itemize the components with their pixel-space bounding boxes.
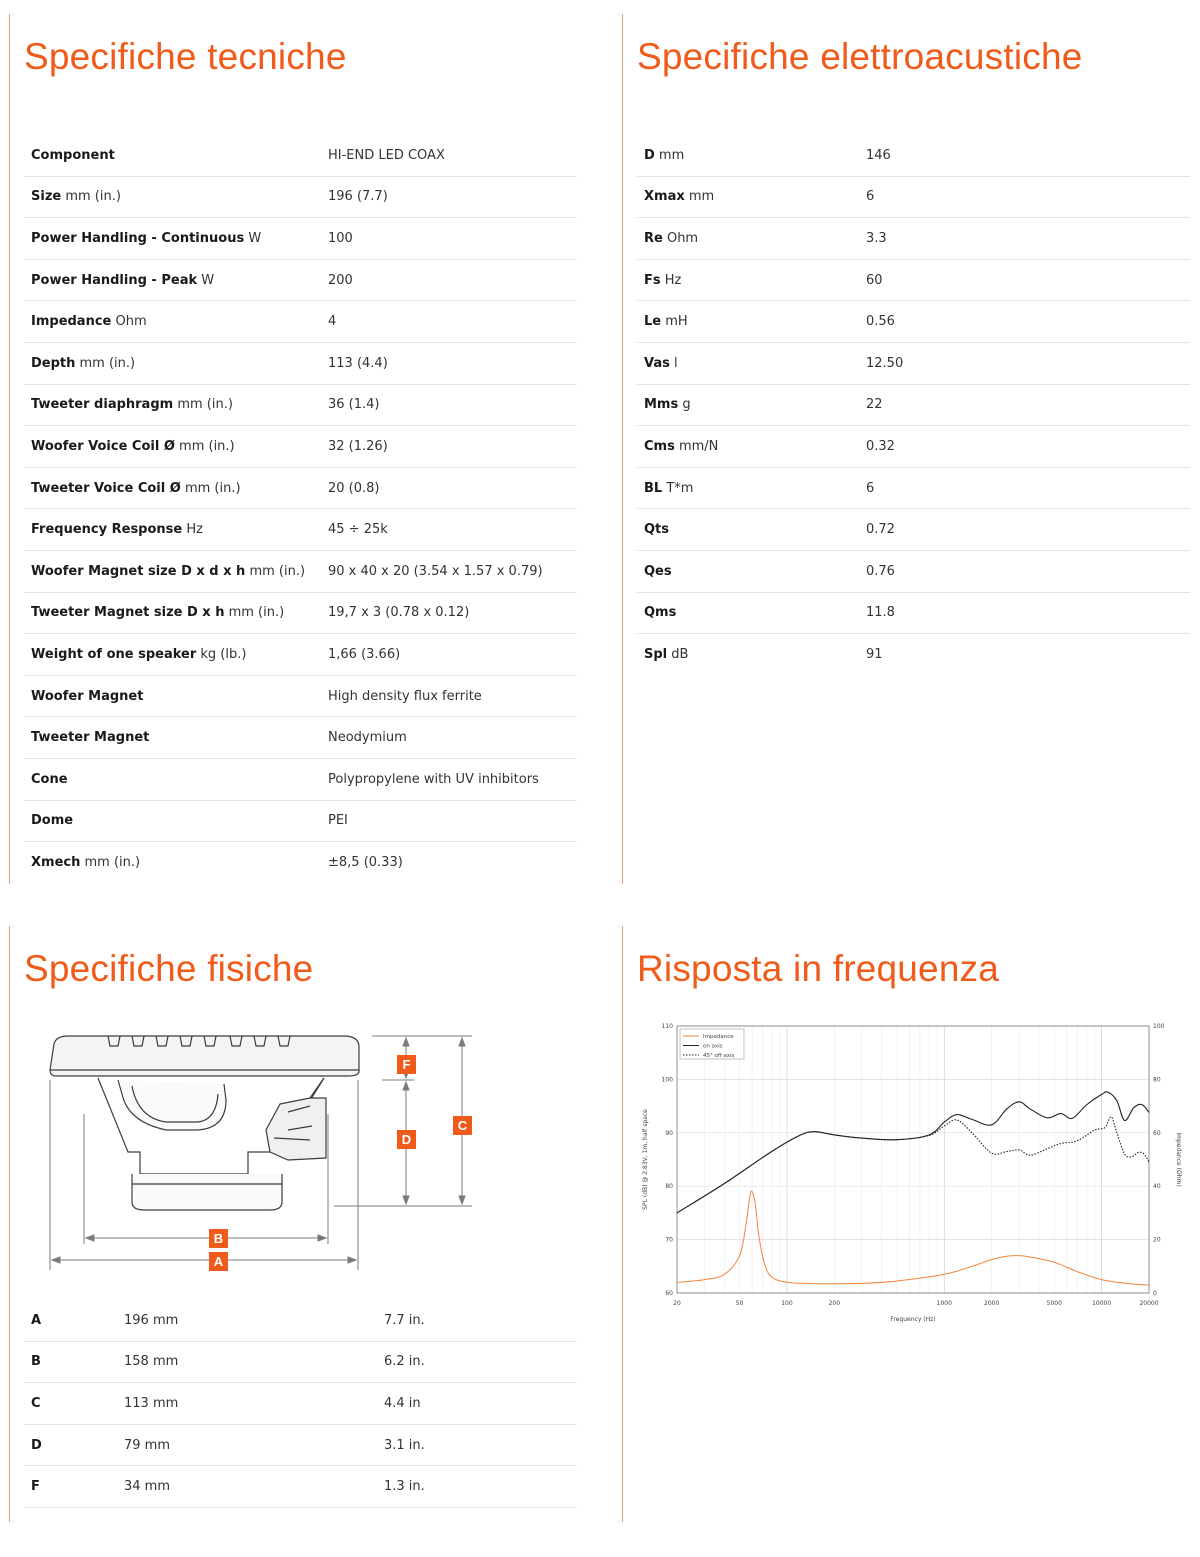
tech-spec-value: 113 (4.4) bbox=[321, 342, 577, 384]
electro-spec-unit: T*m bbox=[662, 480, 694, 496]
electro-spec-label-cell bbox=[637, 384, 859, 426]
x-tick-label: 5000 bbox=[1046, 1300, 1062, 1307]
x-tick-label: 200 bbox=[828, 1300, 841, 1307]
tech-spec-value: Neodymium bbox=[321, 717, 577, 759]
tech-spec-label-cell bbox=[24, 342, 321, 384]
electro-spec-value: 0.72 bbox=[859, 509, 1190, 551]
tech-spec-label-cell bbox=[24, 758, 321, 800]
tech-spec-label: Frequency Response bbox=[31, 522, 183, 538]
tech-spec-unit: mm (in.) bbox=[224, 605, 285, 621]
tech-spec-row bbox=[24, 467, 577, 509]
electro-spec-label: Qes bbox=[644, 563, 672, 579]
electro-spec-label: D bbox=[644, 147, 655, 163]
legend-label: Impedance bbox=[703, 1034, 734, 1040]
electro-spec-label-cell bbox=[637, 259, 859, 301]
electro-spec-label: Re bbox=[644, 230, 663, 246]
tech-spec-value: HI-END LED COAX bbox=[321, 135, 577, 176]
tech-spec-row bbox=[24, 550, 577, 592]
electro-spec-unit: Hz bbox=[660, 272, 682, 288]
electro-spec-unit: mm bbox=[684, 189, 715, 205]
tech-spec-label: Weight of one speaker bbox=[31, 646, 197, 662]
electro-spec-label: Cms bbox=[644, 438, 675, 454]
tech-spec-row bbox=[24, 592, 577, 634]
tech-spec-label: Tweeter diaphragm bbox=[31, 397, 174, 413]
electro-spec-label-cell bbox=[637, 135, 859, 176]
electro-spec-value: 12.50 bbox=[859, 342, 1190, 384]
tech-spec-row bbox=[24, 176, 577, 218]
dimension-inches: 3.1 in. bbox=[377, 1424, 577, 1466]
electro-spec-row bbox=[637, 342, 1190, 384]
tech-spec-label: Power Handling - Continuous bbox=[31, 230, 245, 246]
electro-spec-label: BL bbox=[644, 480, 663, 496]
frequency-response-panel bbox=[622, 926, 1200, 1522]
electro-spec-label-cell bbox=[637, 550, 859, 592]
tech-spec-label-cell bbox=[24, 800, 321, 842]
electro-spec-value: 22 bbox=[859, 384, 1190, 426]
tech-spec-value: PEI bbox=[321, 800, 577, 842]
tech-spec-unit: Hz bbox=[182, 522, 203, 538]
dimension-row bbox=[24, 1341, 577, 1383]
tech-spec-label: Component bbox=[31, 147, 115, 163]
electro-spec-value: 11.8 bbox=[859, 592, 1190, 634]
dimension-badge-d: D bbox=[397, 1130, 416, 1149]
y2-tick-label: 100 bbox=[1153, 1023, 1165, 1030]
electro-spec-row bbox=[637, 176, 1190, 218]
dimension-inches: 7.7 in. bbox=[377, 1300, 577, 1341]
tech-spec-label-cell bbox=[24, 467, 321, 509]
x-tick-label: 100 bbox=[781, 1300, 793, 1307]
electroacoustic-specs-table bbox=[637, 135, 1190, 675]
electro-spec-label: Xmax bbox=[644, 189, 685, 205]
electro-spec-row bbox=[637, 218, 1190, 260]
electro-spec-unit: mm/N bbox=[674, 438, 719, 454]
tech-spec-value: 90 x 40 x 20 (3.54 x 1.57 x 0.79) bbox=[321, 550, 577, 592]
electro-spec-unit: mm bbox=[654, 147, 685, 163]
dimension-letter-cell bbox=[24, 1300, 117, 1341]
tech-spec-label: Size bbox=[31, 189, 62, 205]
electro-spec-label: Le bbox=[644, 314, 662, 330]
electro-spec-value: 146 bbox=[859, 135, 1190, 176]
dimension-badge-a: A bbox=[209, 1252, 228, 1271]
y-tick-label: 100 bbox=[661, 1076, 673, 1084]
x-axis-label: Frequency (Hz) bbox=[890, 1316, 936, 1323]
dimension-letter-cell bbox=[24, 1341, 117, 1383]
dimension-row bbox=[24, 1424, 577, 1466]
tech-spec-label-cell bbox=[24, 634, 321, 676]
y2-tick-label: 0 bbox=[1153, 1290, 1157, 1297]
dimension-letter-cell bbox=[24, 1466, 117, 1508]
electro-spec-unit: Ohm bbox=[662, 230, 699, 246]
electroacoustic-specs-panel bbox=[622, 14, 1200, 884]
dimension-letter: D bbox=[31, 1437, 42, 1453]
electro-spec-value: 60 bbox=[859, 259, 1190, 301]
dimension-inches: 1.3 in. bbox=[377, 1466, 577, 1508]
series-line-0 bbox=[677, 1191, 1149, 1285]
electro-spec-label: Fs bbox=[644, 272, 661, 288]
electro-spec-value: 0.76 bbox=[859, 550, 1190, 592]
tech-spec-value: 100 bbox=[321, 218, 577, 260]
x-tick-label: 10000 bbox=[1092, 1300, 1112, 1307]
tech-spec-label-cell bbox=[24, 509, 321, 551]
tech-spec-unit: kg (lb.) bbox=[196, 646, 247, 662]
tech-spec-value: High density flux ferrite bbox=[321, 675, 577, 717]
tech-spec-row bbox=[24, 342, 577, 384]
electro-spec-label: Qts bbox=[644, 522, 670, 538]
electro-spec-row bbox=[637, 550, 1190, 592]
tech-spec-unit: mm (in.) bbox=[173, 397, 233, 413]
y2-tick-label: 80 bbox=[1153, 1076, 1161, 1084]
tech-spec-label-cell bbox=[24, 218, 321, 260]
electro-spec-label: Qms bbox=[644, 605, 677, 621]
dimension-letter-cell bbox=[24, 1383, 117, 1425]
tech-spec-value: Polypropylene with UV inhibitors bbox=[321, 758, 577, 800]
tech-spec-value: 45 ÷ 25k bbox=[321, 509, 577, 551]
electro-spec-label-cell bbox=[637, 467, 859, 509]
electro-spec-unit: g bbox=[678, 397, 691, 413]
tech-spec-value: 19,7 x 3 (0.78 x 0.12) bbox=[321, 592, 577, 634]
y2-tick-label: 60 bbox=[1153, 1129, 1161, 1137]
tech-spec-row bbox=[24, 675, 577, 717]
tech-spec-row bbox=[24, 135, 577, 176]
tech-spec-label-cell bbox=[24, 384, 321, 426]
dimension-inches: 4.4 in bbox=[377, 1383, 577, 1425]
dimension-row bbox=[24, 1300, 577, 1341]
electro-spec-row bbox=[637, 135, 1190, 176]
technical-specs-title: Specifiche tecniche bbox=[24, 36, 347, 77]
y-tick-label: 80 bbox=[665, 1183, 673, 1191]
tech-spec-row bbox=[24, 384, 577, 426]
y-tick-label: 110 bbox=[661, 1023, 673, 1030]
dimension-row bbox=[24, 1466, 577, 1508]
speaker-side-view-svg bbox=[48, 1034, 488, 1274]
electro-spec-unit: mH bbox=[661, 314, 688, 330]
x-tick-label: 20000 bbox=[1139, 1300, 1159, 1307]
tech-spec-row bbox=[24, 634, 577, 676]
dimension-mm: 34 mm bbox=[117, 1466, 377, 1508]
y-tick-label: 70 bbox=[665, 1236, 673, 1244]
legend-label: 45° off axis bbox=[703, 1053, 735, 1059]
tech-spec-row bbox=[24, 301, 577, 343]
tech-spec-row bbox=[24, 426, 577, 468]
dimension-row bbox=[24, 1383, 577, 1425]
tech-spec-unit: mm (in.) bbox=[245, 563, 306, 579]
electro-spec-label-cell bbox=[637, 342, 859, 384]
frequency-response-title: Risposta in frequenza bbox=[637, 948, 1000, 989]
tech-spec-value: 200 bbox=[321, 259, 577, 301]
electro-spec-value: 6 bbox=[859, 467, 1190, 509]
tech-spec-label-cell bbox=[24, 717, 321, 759]
tech-spec-label-cell bbox=[24, 842, 321, 883]
frequency-response-chart bbox=[633, 1018, 1193, 1328]
tech-spec-label-cell bbox=[24, 135, 321, 176]
dimension-mm: 79 mm bbox=[117, 1424, 377, 1466]
tech-spec-unit: mm (in.) bbox=[180, 480, 241, 496]
dimension-letter-cell bbox=[24, 1424, 117, 1466]
dimension-mm: 196 mm bbox=[117, 1300, 377, 1341]
y2-tick-label: 40 bbox=[1153, 1183, 1161, 1191]
tech-spec-label-cell bbox=[24, 426, 321, 468]
electro-spec-row bbox=[637, 259, 1190, 301]
tech-spec-label: Cone bbox=[31, 771, 68, 787]
speaker-dimension-drawing bbox=[48, 1034, 488, 1274]
electro-spec-row bbox=[637, 301, 1190, 343]
tech-spec-row bbox=[24, 842, 577, 883]
dimension-letter: F bbox=[31, 1479, 40, 1495]
tech-spec-unit: W bbox=[197, 272, 215, 288]
tech-spec-label: Woofer Magnet bbox=[31, 688, 144, 704]
tech-spec-row bbox=[24, 509, 577, 551]
electro-spec-value: 3.3 bbox=[859, 218, 1190, 260]
tech-spec-label-cell bbox=[24, 259, 321, 301]
electro-spec-row bbox=[637, 426, 1190, 468]
tech-spec-unit: mm (in.) bbox=[75, 355, 136, 371]
tech-spec-label: Woofer Magnet size D x d x h bbox=[31, 563, 246, 579]
tech-spec-label: Xmech bbox=[31, 854, 81, 870]
y-tick-label: 90 bbox=[665, 1129, 673, 1137]
physical-specs-title: Specifiche fisiche bbox=[24, 948, 314, 989]
y2-axis-label: Impedance (Ohm) bbox=[1175, 1132, 1182, 1187]
electro-spec-label-cell bbox=[637, 176, 859, 218]
dimension-badge-c: C bbox=[453, 1116, 472, 1135]
tech-spec-value: 20 (0.8) bbox=[321, 467, 577, 509]
tech-spec-unit: Ohm bbox=[111, 314, 147, 330]
x-tick-label: 20 bbox=[673, 1300, 681, 1307]
tech-spec-row bbox=[24, 800, 577, 842]
tech-spec-label: Woofer Voice Coil Ø bbox=[31, 438, 175, 454]
tech-spec-value: 4 bbox=[321, 301, 577, 343]
dimension-letter: B bbox=[31, 1354, 41, 1370]
x-tick-label: 50 bbox=[735, 1300, 744, 1307]
dimension-letter: A bbox=[31, 1312, 42, 1328]
tech-spec-row bbox=[24, 717, 577, 759]
electro-spec-label: Spl bbox=[644, 646, 668, 662]
tech-spec-label: Depth bbox=[31, 355, 76, 371]
y-tick-label: 60 bbox=[665, 1290, 673, 1297]
technical-specs-table bbox=[24, 135, 577, 883]
electro-spec-row bbox=[637, 467, 1190, 509]
electro-spec-row bbox=[637, 634, 1190, 675]
tech-spec-label: Tweeter Magnet size D x h bbox=[31, 605, 225, 621]
electro-spec-unit: dB bbox=[667, 646, 689, 662]
electro-spec-label-cell bbox=[637, 218, 859, 260]
tech-spec-label: Tweeter Magnet bbox=[31, 730, 150, 746]
electro-spec-label-cell bbox=[637, 592, 859, 634]
x-tick-label: 1000 bbox=[936, 1300, 952, 1307]
tech-spec-label-cell bbox=[24, 550, 321, 592]
tech-spec-value: 36 (1.4) bbox=[321, 384, 577, 426]
dimension-mm: 158 mm bbox=[117, 1341, 377, 1383]
electro-spec-label: Vas bbox=[644, 355, 670, 371]
dimension-letter: C bbox=[31, 1395, 41, 1411]
electro-spec-value: 0.56 bbox=[859, 301, 1190, 343]
electro-spec-value: 91 bbox=[866, 646, 883, 662]
tech-spec-row bbox=[24, 218, 577, 260]
dimension-badge-f: F bbox=[397, 1055, 416, 1074]
series-line-1 bbox=[677, 1092, 1149, 1213]
electro-spec-label-cell bbox=[637, 426, 859, 468]
tech-spec-value: ±8,5 (0.33) bbox=[328, 854, 403, 870]
dimension-inches: 6.2 in. bbox=[377, 1341, 577, 1383]
tech-spec-label: Power Handling - Peak bbox=[31, 272, 198, 288]
tech-spec-label-cell bbox=[24, 675, 321, 717]
series-line-2 bbox=[677, 1117, 1149, 1213]
legend-label: on axis bbox=[703, 1043, 723, 1050]
tech-spec-row bbox=[24, 259, 577, 301]
y-axis-label: SPL (dB) @ 2.83V, 1m, half space bbox=[642, 1109, 649, 1210]
tech-spec-label: Dome bbox=[31, 813, 74, 829]
physical-dimensions-table bbox=[24, 1300, 577, 1508]
tech-spec-unit: mm (in.) bbox=[61, 189, 121, 205]
electro-spec-row bbox=[637, 384, 1190, 426]
electro-spec-unit: l bbox=[669, 355, 678, 371]
electro-spec-label-cell bbox=[637, 301, 859, 343]
tech-spec-label: Impedance bbox=[31, 314, 112, 330]
tech-spec-value: 1,66 (3.66) bbox=[321, 634, 577, 676]
technical-specs-panel bbox=[9, 14, 589, 884]
y2-tick-label: 20 bbox=[1153, 1236, 1161, 1244]
tech-spec-value: 196 (7.7) bbox=[321, 176, 577, 218]
tech-spec-label-cell bbox=[24, 592, 321, 634]
electroacoustic-specs-title: Specifiche elettroacustiche bbox=[637, 36, 1083, 77]
tech-spec-unit: mm (in.) bbox=[174, 438, 235, 454]
electro-spec-row bbox=[637, 509, 1190, 551]
electro-spec-label-cell bbox=[637, 634, 859, 675]
electro-spec-value: 0.32 bbox=[859, 426, 1190, 468]
x-tick-label: 2000 bbox=[984, 1300, 1000, 1307]
tech-spec-label-cell bbox=[24, 176, 321, 218]
electro-spec-label: Mms bbox=[644, 397, 679, 413]
tech-spec-label-cell bbox=[24, 301, 321, 343]
tech-spec-unit: W bbox=[244, 230, 262, 246]
tech-spec-value: 32 (1.26) bbox=[321, 426, 577, 468]
tech-spec-unit: mm (in.) bbox=[80, 854, 141, 870]
tech-spec-row bbox=[24, 758, 577, 800]
physical-specs-panel bbox=[9, 926, 589, 1522]
electro-spec-row bbox=[637, 592, 1190, 634]
tech-spec-label: Tweeter Voice Coil Ø bbox=[31, 480, 181, 496]
electro-spec-label-cell bbox=[637, 509, 859, 551]
dimension-badge-b: B bbox=[209, 1229, 228, 1248]
dimension-mm: 113 mm bbox=[117, 1383, 377, 1425]
electro-spec-value: 6 bbox=[859, 176, 1190, 218]
plot-frame bbox=[677, 1026, 1149, 1293]
